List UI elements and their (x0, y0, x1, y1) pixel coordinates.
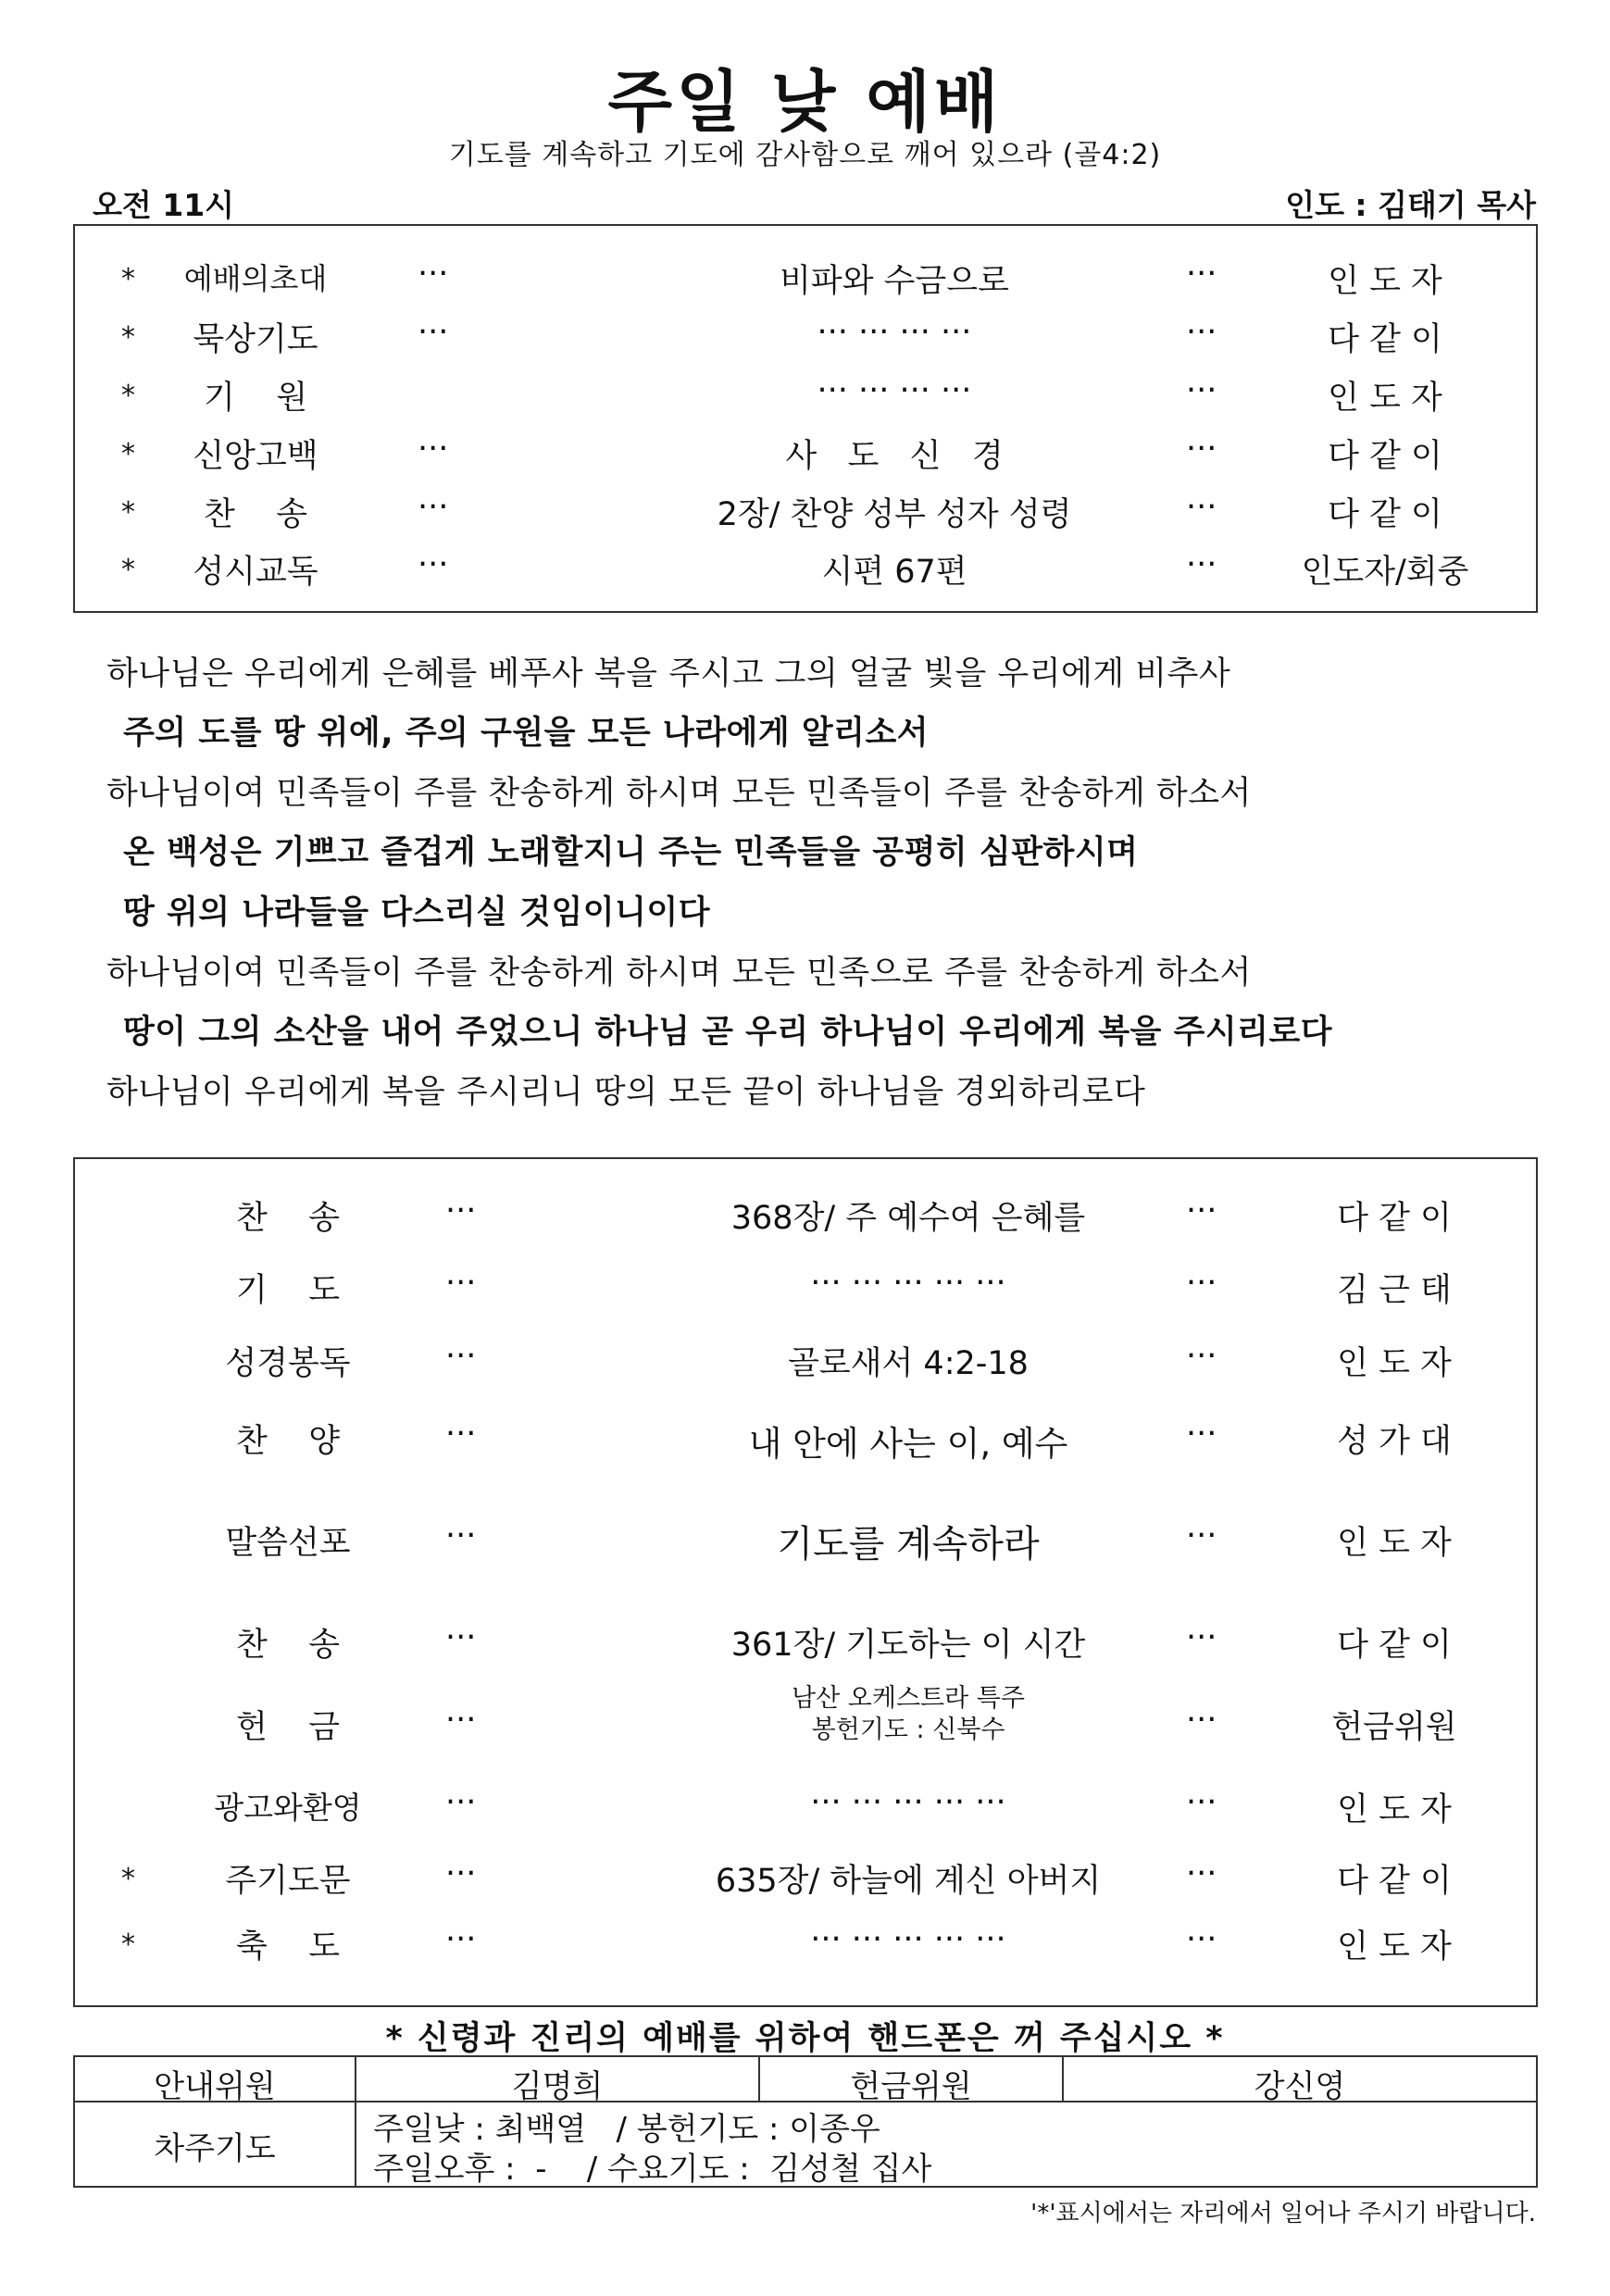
order-content: ··· ··· ··· ··· ··· (810, 1265, 1006, 1302)
phone-notice: * 신령과 진리의 예배를 위하여 핸드폰은 꺼 주십시오 * (385, 2020, 1225, 2057)
order-item: 묵상기도 (193, 321, 318, 358)
order-of-service-part1 (73, 224, 1538, 613)
leader-dots: ··· (445, 1921, 477, 1958)
order-item: 주기도문 (225, 1863, 351, 1900)
leader-dots: ··· (418, 256, 449, 293)
leader-dots: ··· (1186, 1265, 1217, 1302)
reading-line-congregation: 땅이 그의 소산을 내어 주었으니 하나님 곧 우리 하나님이 우리에게 복을 주시리로다 (123, 1014, 1333, 1051)
leader-dots: ··· (445, 1192, 477, 1229)
order-item: 찬 양 (235, 1423, 341, 1460)
order-performer: 인 도 자 (1328, 263, 1442, 300)
order-item: 기 도 (235, 1272, 341, 1309)
leader-dots: ··· (445, 1619, 477, 1656)
order-of-service-part2 (73, 1157, 1538, 2007)
leader-dots: ··· (1186, 1192, 1217, 1229)
reading-line-leader: 하나님이 우리에게 복을 주시리니 땅의 모든 끝이 하나님을 경외하리로다 (106, 1074, 1146, 1111)
reading-line-congregation: 땅 위의 나라들을 다스리실 것임이니이다 (123, 894, 711, 931)
standing-footnote: '*'표시에서는 자리에서 일어나 주시기 바랍니다. (1030, 2200, 1536, 2227)
sermon-title: 기도를 계속하라 (777, 1523, 1040, 1566)
leader-dots: ··· (1186, 1619, 1217, 1656)
order-performer: 인 도 자 (1328, 380, 1442, 417)
order-content: ··· ··· ··· ··· ··· (810, 1784, 1006, 1821)
order-item: 광고와환영 (214, 1790, 362, 1826)
page-title: 주일 낮 예배 (607, 63, 1003, 141)
order-content: ··· ··· ··· ··· ··· (810, 1921, 1006, 1958)
stand-marker: * (121, 1928, 135, 1961)
next-week-prayer-label: 차주기도 (154, 2130, 276, 2167)
order-performer: 다 같 이 (1337, 1863, 1452, 1900)
order-item: 기 원 (203, 380, 308, 417)
order-item: 헌 금 (235, 1709, 341, 1746)
order-item: 찬 송 (235, 1627, 341, 1664)
order-content: 내 안에 사는 이, 예수 (748, 1424, 1068, 1464)
leader-dots: ··· (445, 1702, 477, 1739)
leader-dots: ··· (1186, 1784, 1217, 1821)
order-content: 시편 67편 (821, 554, 967, 591)
reading-line-leader: 하나님이여 민족들이 주를 찬송하게 하시며 모든 민족으로 주를 찬송하게 하소서 (106, 955, 1252, 992)
leader-dots: ··· (1186, 1517, 1217, 1554)
leader-dots: ··· (445, 1784, 477, 1821)
stand-marker: * (121, 554, 135, 586)
offering-content: 남산 오케스트라 특주 (792, 1684, 1025, 1713)
order-content: 361장/ 기도하는 이 시간 (730, 1627, 1086, 1664)
leader-dots: ··· (1186, 372, 1217, 409)
order-performer: 인 도 자 (1337, 1928, 1452, 1965)
order-performer: 다 같 이 (1328, 438, 1442, 475)
order-item: 성경봉독 (225, 1345, 351, 1382)
next-week-prayer-line1: 주일낮 : 최백열 / 봉헌기도 : 이종우 (373, 2111, 880, 2148)
reading-line-leader: 하나님은 우리에게 은혜를 베푸사 복을 주시고 그의 얼굴 빛을 우리에게 비추사 (106, 655, 1231, 693)
leader-dots: ··· (1186, 1702, 1217, 1739)
next-week-prayer-line2: 주일오후 : - / 수요기도 : 김성철 집사 (373, 2151, 932, 2188)
order-item: 축 도 (235, 1928, 341, 1965)
order-performer: 다 같 이 (1337, 1627, 1452, 1664)
reading-line-congregation: 주의 도를 땅 위에, 주의 구원을 모든 나라에게 알리소서 (123, 715, 930, 752)
order-performer: 인 도 자 (1337, 1525, 1452, 1562)
theme-verse: 기도를 계속하고 기도에 감사함으로 깨어 있으라 (골4:2) (448, 139, 1162, 171)
order-performer: 다 같 이 (1328, 321, 1442, 358)
usher-name: 김명희 (511, 2068, 604, 2105)
leader-dots: ··· (445, 1855, 477, 1892)
order-performer: 인 도 자 (1337, 1345, 1452, 1382)
order-item: 예배의초대 (183, 261, 328, 296)
leader-dots: ··· (418, 314, 449, 351)
leader-dots: ··· (1186, 1855, 1217, 1892)
leader-dots: ··· (445, 1338, 477, 1375)
leader-dots: ··· (1186, 256, 1217, 293)
stand-marker: * (121, 380, 135, 412)
leader-dots: ··· (418, 546, 449, 583)
order-item: 신앙고백 (193, 438, 318, 475)
order-content: ··· ··· ··· ··· (817, 314, 972, 351)
stand-marker: * (121, 438, 135, 470)
leader-dots: ··· (1186, 314, 1217, 351)
leader-dots: ··· (1186, 1338, 1217, 1375)
order-content: 368장/ 주 예수여 은혜를 (730, 1200, 1086, 1237)
leader-dots: ··· (1186, 1416, 1217, 1453)
leader-dots: ··· (418, 489, 449, 526)
order-item: 말씀선포 (225, 1525, 351, 1562)
leader-dots: ··· (445, 1265, 477, 1302)
leader-dots: ··· (418, 430, 449, 468)
order-performer: 헌금위원 (1331, 1709, 1457, 1746)
stand-marker: * (121, 1863, 135, 1895)
order-content: 비파와 수금으로 (780, 263, 1009, 300)
offering-volunteer-label: 헌금위원 (850, 2068, 972, 2105)
service-time: 오전 11시 (93, 187, 235, 223)
order-content: 2장/ 찬양 성부 성자 성령 (717, 496, 1072, 533)
order-performer: 김 근 태 (1337, 1272, 1452, 1309)
service-leader: 인도 : 김태기 목사 (1285, 187, 1536, 223)
order-content: ··· ··· ··· ··· (817, 372, 972, 409)
order-item: 찬 송 (235, 1200, 341, 1237)
leader-dots: ··· (1186, 430, 1217, 468)
reading-line-leader: 하나님이여 민족들이 주를 찬송하게 하시며 모든 민족들이 주를 찬송하게 하소서 (106, 775, 1252, 812)
stand-marker: * (121, 321, 135, 354)
leader-dots: ··· (445, 1416, 477, 1453)
order-performer: 인도자/회중 (1301, 554, 1469, 591)
order-performer: 다 같 이 (1328, 496, 1442, 533)
order-content: 골로새서 4:2-18 (788, 1345, 1029, 1382)
order-performer: 성 가 대 (1337, 1423, 1452, 1460)
leader-dots: ··· (1186, 546, 1217, 583)
order-performer: 다 같 이 (1337, 1200, 1452, 1237)
stand-marker: * (121, 496, 135, 529)
usher-label: 안내위원 (154, 2068, 276, 2105)
order-performer: 인 도 자 (1337, 1791, 1452, 1828)
order-content: 635장/ 하늘에 계신 아버지 (715, 1863, 1102, 1900)
reading-line-congregation: 온 백성은 기쁘고 즐겁게 노래할지니 주는 민족들을 공평히 심판하시며 (123, 834, 1139, 871)
volunteer-table (73, 2055, 1538, 2188)
offering-prayer: 봉헌기도 : 신북수 (811, 1716, 1005, 1744)
leader-dots: ··· (1186, 489, 1217, 526)
offering-volunteer-name: 강신영 (1254, 2068, 1346, 2105)
stand-marker: * (121, 263, 135, 295)
order-item: 찬 송 (203, 496, 308, 533)
leader-dots: ··· (445, 1517, 477, 1554)
order-item: 성시교독 (193, 554, 318, 591)
order-content: 사 도 신 경 (785, 438, 1004, 475)
leader-dots: ··· (1186, 1921, 1217, 1958)
